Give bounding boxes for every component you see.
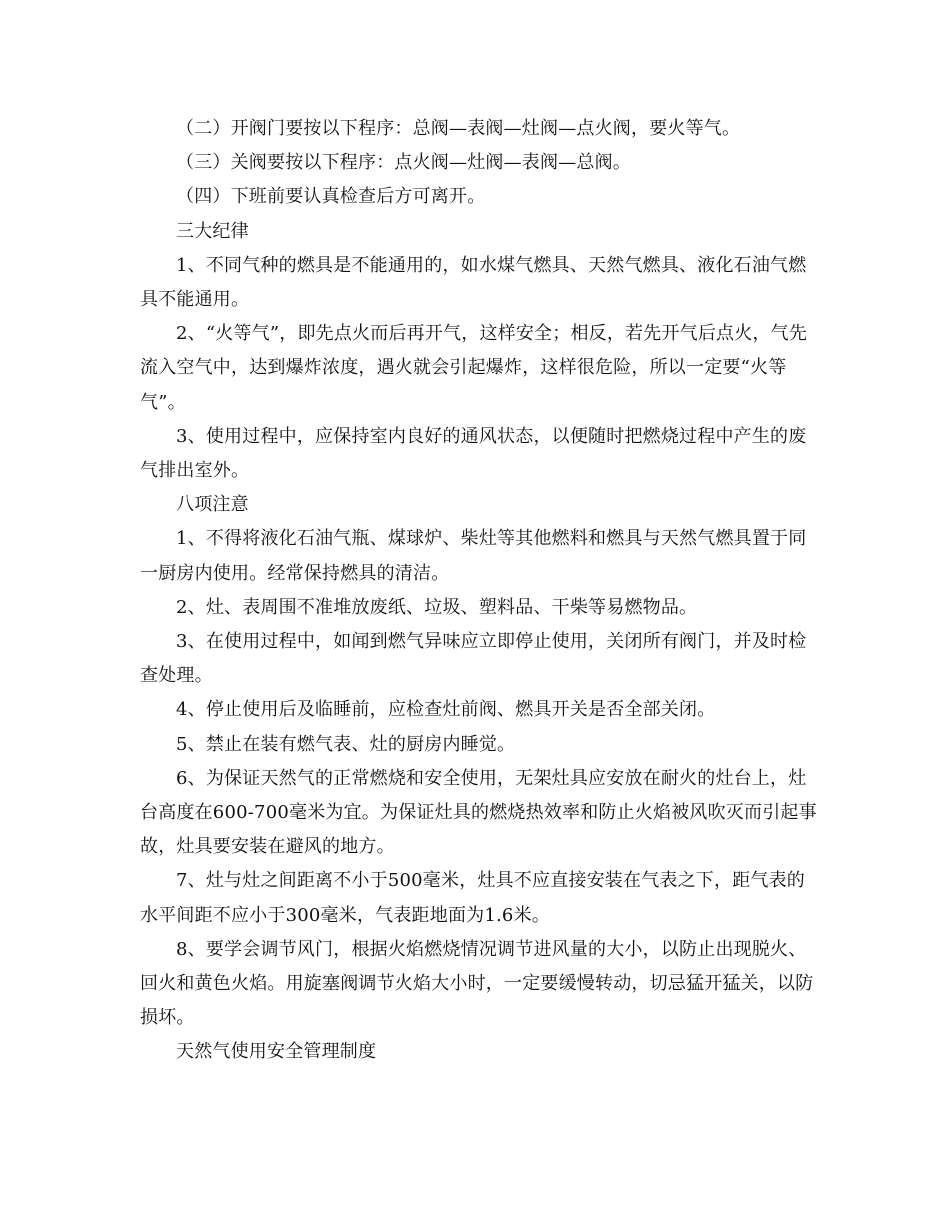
paragraph-note-1: 1、不得将液化石油气瓶、煤球炉、柴灶等其他燃料和燃具与天然气燃具置于同一厨房内使用。经常保持燃具的清洁。 [140, 528, 807, 584]
paragraph-note-2: 2、灶、表周围不准堆放废纸、垃圾、塑料品、干柴等易燃物品。 [176, 596, 698, 618]
document-body [140, 112, 820, 1070]
paragraph-note-8: 8、要学会调节风门，根据火焰燃烧情况调节进风量的大小，以防止出现脱火、回火和黄色火焰。用旋塞阀调节火焰大小时，一定要缓慢转动，切忌猛开猛关，以防损坏。 [140, 938, 814, 1029]
paragraph-rule-3: 3、使用过程中，应保持室内良好的通风状态，以便随时把燃烧过程中产生的废气排出室外。 [140, 425, 807, 482]
paragraph-note-5: 5、禁止在装有燃气表、灶的厨房内睡觉。 [176, 733, 516, 755]
paragraph-rule-2: 2、“火等气”，即先点火而后再开气，这样安全；相反，若先开气后点火，气先流入空气中，达到爆炸浓度，遇火就会引起爆炸，这样很危险，所以一定要“火等气”。 [140, 323, 808, 413]
paragraph-check-before-leaving: （四）下班前要认真检查后方可离开。 [176, 186, 486, 208]
heading-three-rules: 三大纪律 [176, 220, 249, 242]
paragraph-close-valve-procedure: （三）关阀要按以下程序：点火阀—灶阀—表阀—总阀。 [176, 152, 631, 174]
heading-eight-notes: 八项注意 [176, 494, 249, 516]
paragraph-note-4: 4、停止使用后及临睡前，应检查灶前阀、燃具开关是否全部关闭。 [176, 699, 716, 721]
paragraph-rule-1: 1、不同气种的燃具是不能通用的，如水煤气燃具、天然气燃具、液化石油气燃具不能通用。 [140, 254, 807, 311]
paragraph-open-valve-procedure: （二）开阀门要按以下程序：总阀—表阀—灶阀—点火阀，要火等气。 [176, 118, 741, 139]
paragraph-note-3: 3、在使用过程中，如闻到燃气异味应立即停止使用，关闭所有阀门，并及时检查处理。 [140, 631, 807, 687]
heading-safety-management-rules: 天然气使用安全管理制度 [176, 1041, 377, 1063]
paragraph-note-6: 6、为保证天然气的正常燃烧和安全使用，无架灶具应安放在耐火的灶台上，灶台高度在600-700毫米为宜。为保证灶具的燃烧热效率和防止火焰被风吹灭而引起事故，灶具要安装在避风的地方。 [140, 767, 817, 858]
paragraph-note-7: 7、灶与灶之间距离不小于500毫米，灶具不应直接安装在气表之下，距气表的水平间距不应小于300毫米，气表距地面为1.6米。 [140, 870, 806, 926]
